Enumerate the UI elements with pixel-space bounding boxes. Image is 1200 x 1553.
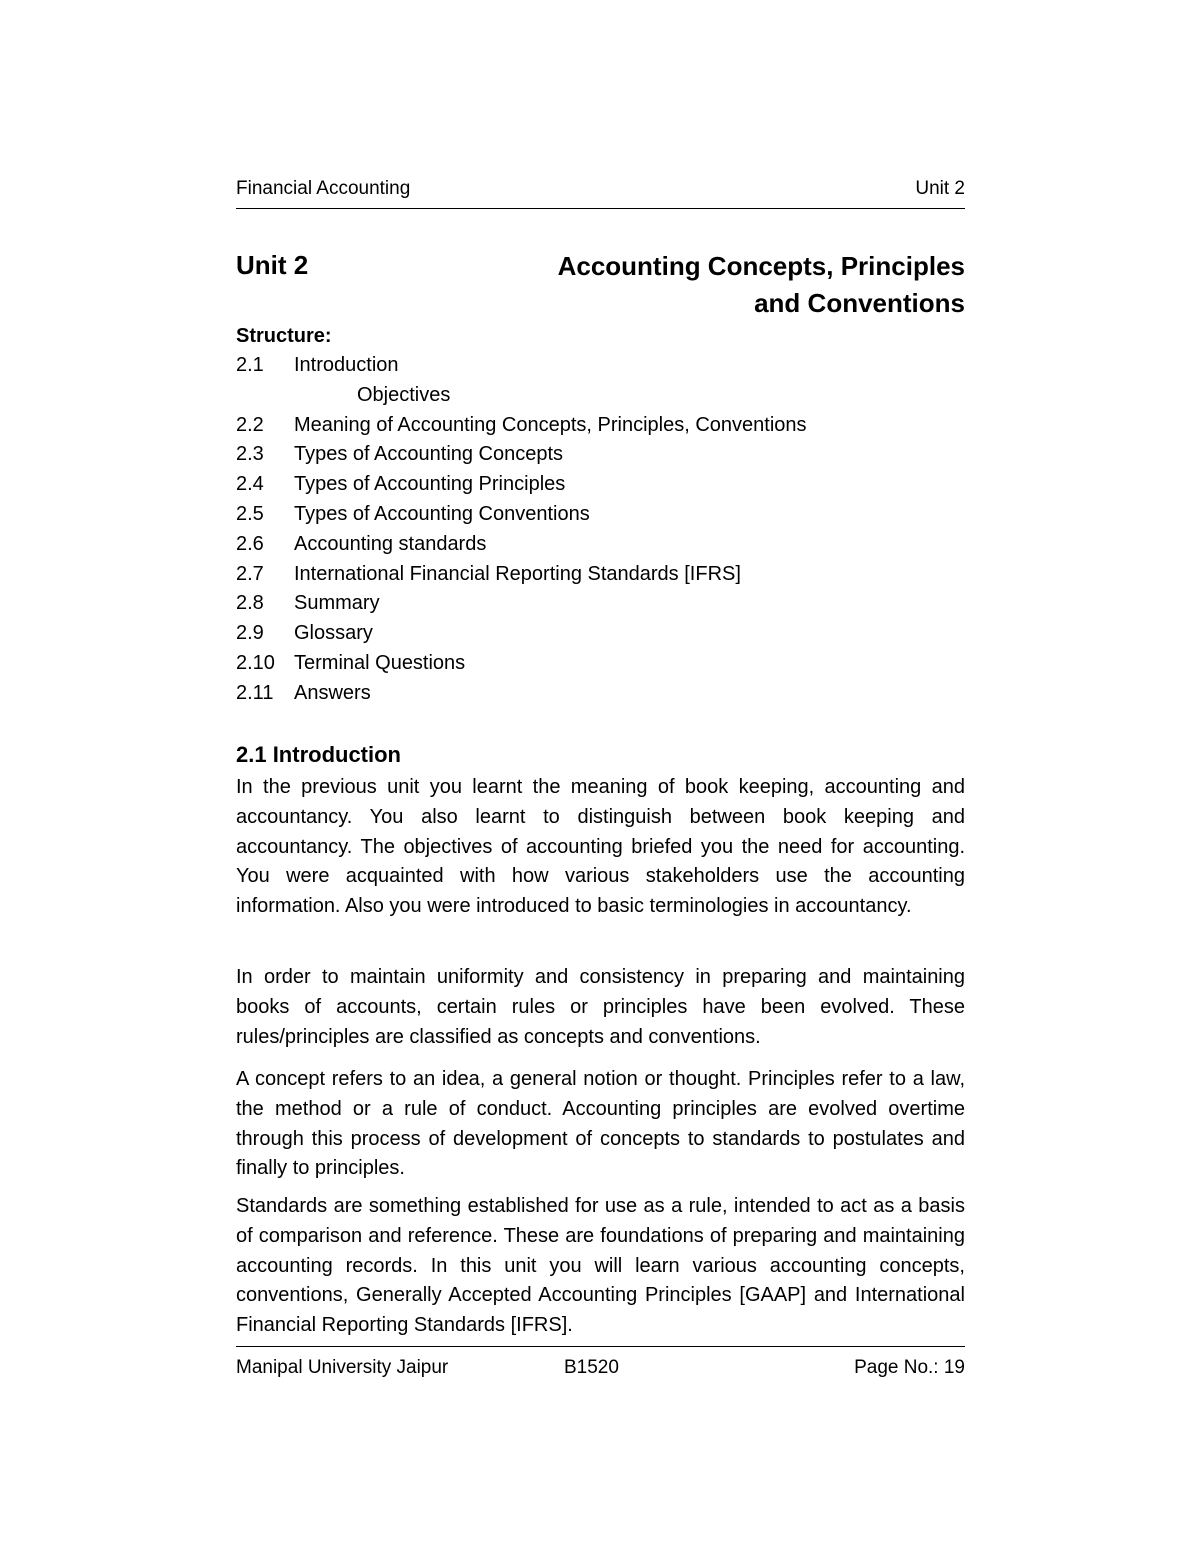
header-rule: [236, 208, 965, 209]
unit-number: Unit 2: [236, 250, 309, 280]
toc-item: [236, 351, 965, 381]
toc-item: [236, 619, 965, 649]
toc-item-number: 2.2: [236, 413, 264, 436]
toc-item-text: Objectives: [357, 383, 451, 406]
toc-item-text: Types of Accounting Conventions: [294, 502, 590, 525]
toc-item-number: 2.8: [236, 592, 264, 615]
unit-title-line-2: and Conventions: [754, 288, 965, 318]
document-page: [236, 0, 965, 1553]
footer-rule: [236, 1346, 965, 1347]
toc-item-text: Meaning of Accounting Concepts, Principles, Conventions: [294, 413, 807, 436]
unit-title-line-1: Accounting Concepts, Principles: [557, 251, 965, 281]
toc-item: [236, 589, 965, 619]
running-header: [236, 177, 965, 201]
structure-heading: Structure:: [236, 325, 332, 347]
toc-item: [236, 649, 965, 679]
unit-title: [505, 248, 965, 322]
toc-item: [236, 679, 965, 709]
toc-item-text: Summary: [294, 592, 380, 615]
toc-item-number: 2.3: [236, 443, 264, 466]
toc-item-text: Types of Accounting Principles: [294, 473, 566, 496]
body-paragraph: Standards are something established for use as a rule, intended to act as a basis of comparison and reference. These are foundations of preparing and maintaining accounting records. In this unit you will learn various accounting concepts, conventions, Generally Accepted Accounting Principles [GAAP] and International Financial Reporting Standards [IFRS].: [236, 1195, 965, 1337]
toc-item: [236, 530, 965, 560]
footer-institution: Manipal University Jaipur: [236, 1357, 449, 1378]
page-footer: [236, 1356, 965, 1380]
toc-item: [236, 411, 965, 441]
toc-item-number: 2.5: [236, 502, 264, 525]
footer-page-number: Page No.: 19: [854, 1357, 965, 1378]
header-course-title: Financial Accounting: [236, 178, 411, 199]
toc-item-number: 2.10: [236, 651, 275, 674]
toc-item: [236, 500, 965, 530]
toc-item-number: 2.4: [236, 473, 264, 496]
toc-item-text: Introduction: [294, 354, 399, 376]
toc-item-number: 2.9: [236, 622, 264, 645]
footer-course-code: B1520: [564, 1357, 619, 1378]
toc-item-number: 2.6: [236, 532, 264, 555]
toc-item-number: 2.1: [236, 354, 264, 376]
body-paragraph: In order to maintain uniformity and consistency in preparing and maintaining books of accounts, certain rules or principles have been evolved. These rules/principles are classified as concepts and conventions.: [236, 966, 965, 1048]
body-paragraph: In the previous unit you learnt the meaning of book keeping, accounting and accountancy. You also learnt to distinguish between book keeping and accountancy. The objectives of accounting briefed you the need for accounting. You were acquainted with how various stakeholders use the accounting information. Also you were introduced to basic terminologies in accountancy.: [236, 776, 965, 918]
header-unit-label: Unit 2: [915, 178, 965, 199]
toc-item-number: 2.7: [236, 562, 264, 585]
toc-item: [236, 560, 965, 590]
toc-item: [236, 440, 965, 470]
toc-item-text: Types of Accounting Concepts: [294, 443, 564, 466]
toc-subitem: [236, 381, 965, 411]
section-heading: 2.1 Introduction: [236, 742, 401, 767]
toc-item: [236, 470, 965, 500]
body-paragraph: A concept refers to an idea, a general notion or thought. Principles refer to a law, the method or a rule of conduct. Accounting principles are evolved overtime through this process of development of concepts to standards to postulates and finally to principles.: [236, 1068, 965, 1180]
toc-item-text: International Financial Reporting Standards [IFRS]: [294, 562, 741, 585]
toc-item-number: 2.11: [236, 681, 274, 704]
toc-item-text: Glossary: [294, 622, 373, 645]
toc-item-text: Terminal Questions: [294, 651, 466, 674]
toc-item-text: Accounting standards: [294, 532, 487, 555]
table-of-contents: [236, 351, 965, 709]
toc-item-text: Answers: [294, 681, 371, 704]
